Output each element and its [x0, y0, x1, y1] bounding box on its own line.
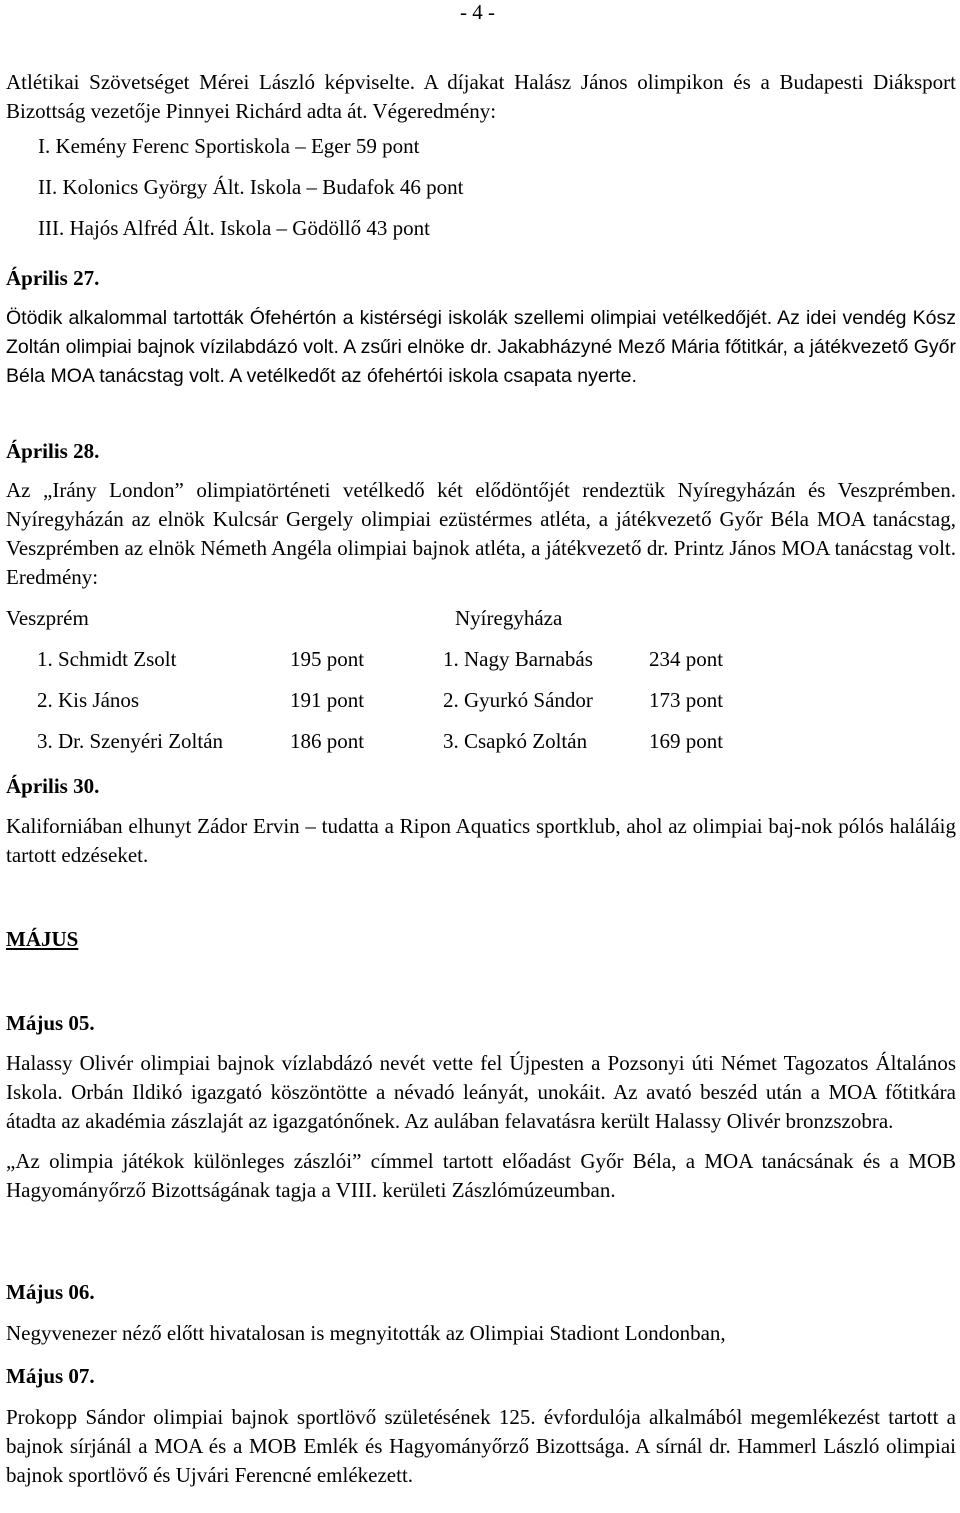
month-heading: MÁJUS: [6, 927, 79, 951]
table-row: [37, 639, 723, 680]
section-may06: [6, 1278, 956, 1348]
section-may05: [6, 1009, 956, 1205]
left-points: 191 pont: [290, 688, 365, 712]
right-points: 169 pont: [649, 729, 724, 753]
results-list: [6, 126, 956, 249]
paragraph-apr28: Az „Irány London” olimpiatörténeti vetélkedő két elődöntőjét rendeztük Nyíregyházán és Veszprémben. Nyíregyházán az elnök Kulcsár Gergely olimpiai ezüstérmes atléta, a játékvezető Győr Béla MOA tanácstag, Veszprémben az elnök Németh Angéla olimpiai bajnok atléta, a játékvezető dr. Printz János MOA tanácstag volt. Eredmény:: [6, 478, 956, 589]
month-section: [6, 925, 956, 954]
section-may07: [6, 1362, 956, 1490]
right-name: 2. Gyurkó Sándor: [443, 688, 593, 712]
paragraph-may07: Prokopp Sándor olimpiai bajnok sportlövő születésének 125. évfordulója alkalmából megemlékezést tartott a bajnok sírjánál a MOA és a MOB Emlék és Hagyományőrző Bizottsága. A sírnál dr. Hammerl László olimpiai bajnok sportlövő és Ujvári Ferencné emlékezett.: [6, 1405, 956, 1487]
right-name: 1. Nagy Barnabás: [443, 647, 593, 671]
paragraph-may05-2: „Az olimpia játékok különleges zászlói” címmel tartott előadást Győr Béla, a MOA tanácsának és a MOB Hagyományőrző Bizottságának tagja a VIII. kerületi Zászlómúzeumban.: [6, 1149, 956, 1202]
intro-paragraph: Atlétikai Szövetséget Mérei László képviselte. A díjakat Halász János olimpikon és a Budapesti Diáksport Bizottság vezetője Pinnyei Richárd adta át. Végeredmény:: [6, 70, 956, 123]
table-row: [37, 721, 723, 762]
left-points: 186 pont: [290, 729, 365, 753]
date-heading-apr27: Április 27.: [6, 266, 100, 290]
left-name: 2. Kis János: [37, 688, 140, 712]
date-heading-may07: Május 07.: [6, 1364, 95, 1388]
results-header: [6, 598, 956, 639]
column-label-nyiregyhaza: Nyíregyháza: [455, 606, 563, 630]
date-heading-may05: Május 05.: [6, 1011, 95, 1035]
section-apr30: [6, 772, 956, 870]
result-item-2: II. Kolonics György Ált. Iskola – Budafok 46 pont: [38, 175, 464, 199]
intro-section: [6, 68, 956, 249]
left-name: 1. Schmidt Zsolt: [37, 647, 177, 671]
result-item-1: I. Kemény Ferenc Sportiskola – Eger 59 pont: [38, 134, 420, 158]
result-item-3: III. Hajós Alfréd Ált. Iskola – Gödöllő 43 pont: [38, 216, 430, 240]
right-points: 234 pont: [649, 647, 724, 671]
page-number: - 4 -: [460, 0, 495, 24]
results-table: [37, 639, 723, 762]
paragraph-apr27: Ötödik alkalommal tartották Ófehértón a kistérségi iskolák szellemi olimpiai vetélkedőjét. Az idei vendég Kósz Zoltán olimpiai bajnok vízilabdázó volt. A zsűri elnöke dr. Jakabházyné Mező Mária főtitkár, a játékvezető Győr Béla MOA tanácstag volt. A vetélkedőt az ófehértói iskola csapata nyerte.: [6, 307, 956, 387]
left-name: 3. Dr. Szenyéri Zoltán: [37, 729, 224, 753]
section-apr28: [6, 437, 956, 762]
right-points: 173 pont: [649, 688, 724, 712]
date-heading-may06: Május 06.: [6, 1280, 95, 1304]
section-apr27: [6, 264, 956, 391]
paragraph-may06: Negyvenezer néző előtt hivatalosan is megnyitották az Olimpiai Stadiont Londonban,: [6, 1321, 726, 1345]
right-name: 3. Csapkó Zoltán: [443, 729, 588, 753]
table-row: [37, 680, 723, 721]
paragraph-apr30: Kaliforniában elhunyt Zádor Ervin – tudatta a Ripon Aquatics sportklub, ahol az olimpiai baj-nok pólós haláláig tartott edzéseket.: [6, 814, 956, 867]
left-points: 195 pont: [290, 647, 365, 671]
date-heading-apr28: Április 28.: [6, 439, 100, 463]
date-heading-apr30: Április 30.: [6, 774, 100, 798]
column-label-veszprem: Veszprém: [6, 606, 89, 630]
paragraph-may05-1: Halassy Olivér olimpiai bajnok vízlabdázó nevét vette fel Újpesten a Pozsonyi úti Német Tagozatos Általános Iskola. Orbán Ildikó igazgató köszöntötte a névadó leányát, unokáit. Az avató beszéd után a MOA főtitkára átadta az akadémia zászlaját az igazgatónőnek. Az aulában felavatásra került Halassy Olivér bronzszobra.: [6, 1051, 956, 1133]
